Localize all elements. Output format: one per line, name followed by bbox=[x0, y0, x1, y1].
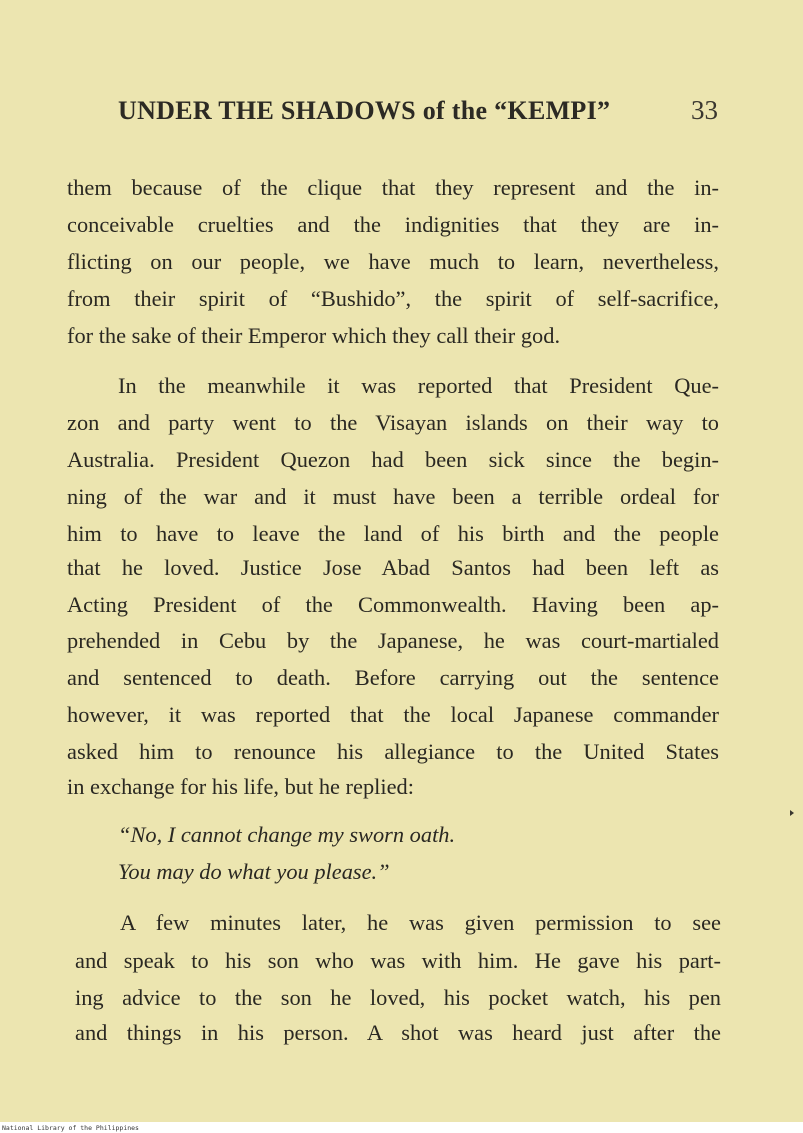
text-line: from their spirit of “Bushido”, the spirit of self-sacrifice, bbox=[67, 286, 719, 311]
running-header bbox=[118, 94, 718, 128]
text-line: prehended in Cebu by the Japanese, he was court-martialed bbox=[67, 628, 719, 653]
text-line: in exchange for his life, but he replied: bbox=[67, 774, 414, 799]
text-line: Australia. President Quezon had been sick since the begin- bbox=[67, 447, 719, 472]
text-line: however, it was reported that the local Japanese commander bbox=[67, 702, 719, 727]
text-line: him to have to leave the land of his birth and the people bbox=[67, 521, 719, 546]
header-title: UNDER THE SHADOWS of the “KEMPI” bbox=[118, 96, 611, 125]
text-line: that he loved. Justice Jose Abad Santos had been left as bbox=[67, 555, 719, 580]
text-line: asked him to renounce his allegiance to the United States bbox=[67, 739, 719, 764]
text-line: flicting on our people, we have much to learn, nevertheless, bbox=[67, 249, 719, 274]
text-line: and things in his person. A shot was heard just after the bbox=[75, 1020, 721, 1045]
quote-line: “No, I cannot change my sworn oath. bbox=[118, 822, 456, 847]
text-line: them because of the clique that they represent and the in- bbox=[67, 175, 719, 200]
text-line: A few minutes later, he was given permission to see bbox=[120, 910, 721, 935]
text-line: In the meanwhile it was reported that President Que- bbox=[118, 373, 719, 398]
text-line: zon and party went to the Visayan islands on their way to bbox=[67, 410, 719, 435]
text-line: and sentenced to death. Before carrying out the sentence bbox=[67, 665, 719, 690]
text-line: Acting President of the Commonwealth. Having been ap- bbox=[67, 592, 719, 617]
page-number: 33 bbox=[691, 95, 718, 125]
text-line: and speak to his son who was with him. He gave his part- bbox=[75, 948, 721, 973]
quote-line: You may do what you please.” bbox=[118, 859, 390, 884]
margin-mark bbox=[790, 810, 794, 816]
text-line: ing advice to the son he loved, his pocket watch, his pen bbox=[75, 985, 721, 1010]
text-line: ning of the war and it must have been a terrible ordeal for bbox=[67, 484, 719, 509]
text-line: for the sake of their Emperor which they call their god. bbox=[67, 323, 561, 348]
library-footer: National Library of the Philippines bbox=[2, 1124, 139, 1132]
text-line: conceivable cruelties and the indignities that they are in- bbox=[67, 212, 719, 237]
